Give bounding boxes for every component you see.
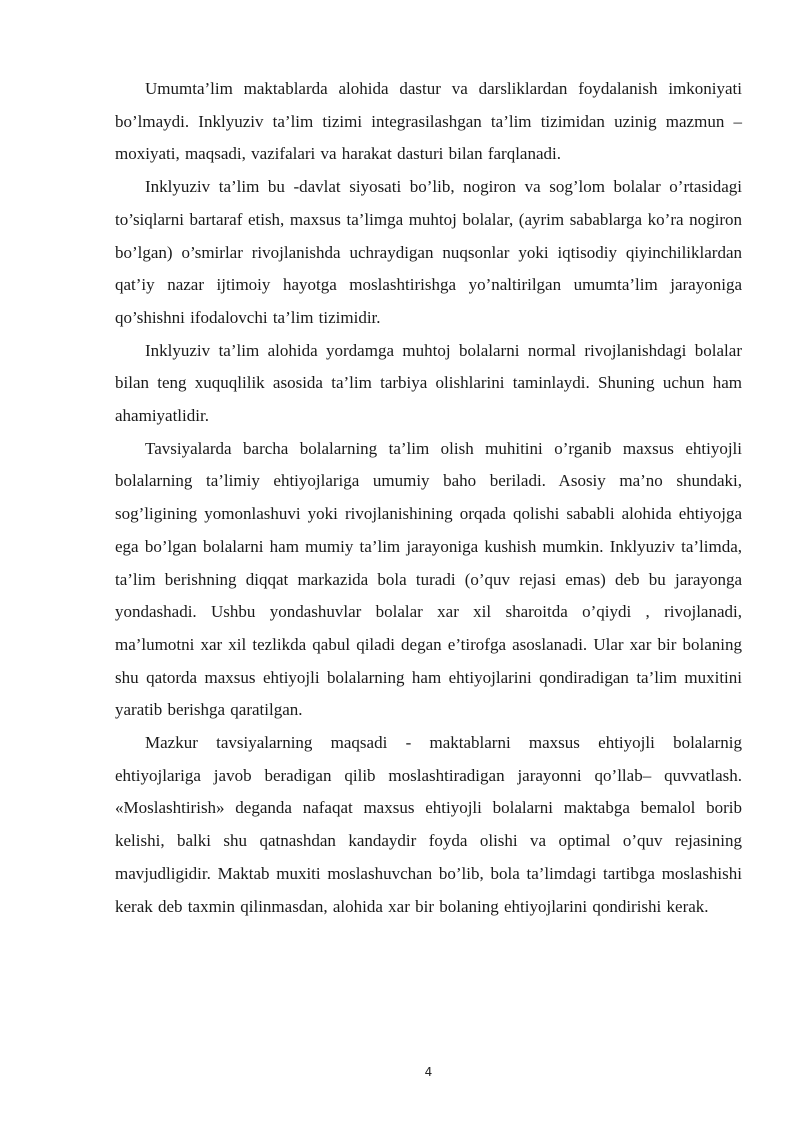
paragraph-1: Umumta’lim maktablarda alohida dastur va darsliklardan foydalanish imkoniyati bo’lmaydi. Inklyuziv ta’lim tizimi integrasilashgan ta’lim tizimidan uzinig mazmun – moxiyati, maqsadi, vazifalari va harakat dasturi bilan farqlanadi. xyxy=(115,79,742,164)
body-text xyxy=(115,73,742,923)
paragraph-4: Tavsiyalarda barcha bolalarning ta’lim olish muhitini o’rganib maxsus ehtiyojli bolalarning ta’limiy ehtiyojlariga umumiy baho beriladi. Asosiy ma’no shundaki, sog’ligining yomonlashuvi yoki rivojlanishining orqada qolishi sababli alohida ehtiyojga ega bo’lgan bolalarni ham mumiy ta’lim jarayoniga kushish mumkin. Inklyuziv ta’limda, ta’lim berishning diqqat markazida bola turadi (o’quv rejasi emas) deb bu jarayonga yondashadi. Ushbu yondashuvlar bolalar xar xil sharoitda o’qiydi , rivojlanadi, ma’lumotni xar xil tezlikda qabul qiladi degan e’tirofga asoslanadi. Ular xar bir bolaning shu qatorda maxsus ehtiyojli bolalarning ham ehtiyojlarini qondiradigan ta’lim muxitini yaratib berishga qaratilgan. xyxy=(115,438,742,720)
paragraph-5: Mazkur tavsiyalarning maqsadi - maktablarni maxsus ehtiyojli bolalarnig ehtiyojlariga javob beradigan qilib moslashtiradigan jarayonni qo’llab– quvvatlash. «Moslashtirish» deganda nafaqat maxsus ehtiyojli bolalarni maktabga bemalol borib kelishi, balki shu qatnashdan kandaydir foyda olishi va optimal o’quv rejasining mavjudligidir. Maktab muxiti moslashuvchan bo’lib, bola ta’limdagi tartibga moslashishi kerak deb taxmin qilinmasdan, alohida xar bir bolaning ehtiyojlarini qondirishi kerak. xyxy=(115,733,742,916)
paragraph-2: Inklyuziv ta’lim bu -davlat siyosati bo’lib, nogiron va sog’lom bolalar o’rtasidagi to’siqlarni bartaraf etish, maxsus ta’limga muhtoj bolalar, (ayrim sabablarga ko’ra nogiron bo’lgan) o’smirlar rivojlanishda uchraydigan nuqsonlar yoki iqtisodiy qiyinchiliklardan qat’iy nazar ijtimoiy hayotga moslashtirishga yo’naltirilgan umumta’lim jarayoniga qo’shishni ifodalovchi ta’lim tizimidir. xyxy=(115,177,742,327)
page-number: 4 xyxy=(424,1065,433,1079)
paragraph-3: Inklyuziv ta’lim alohida yordamga muhtoj bolalarni normal rivojlanishdagi bolalar bilan teng xuquqlilik asosida ta’lim tarbiya olishlarini taminlaydi. Shuning uchun ham ahamiyatlidir. xyxy=(115,340,742,426)
